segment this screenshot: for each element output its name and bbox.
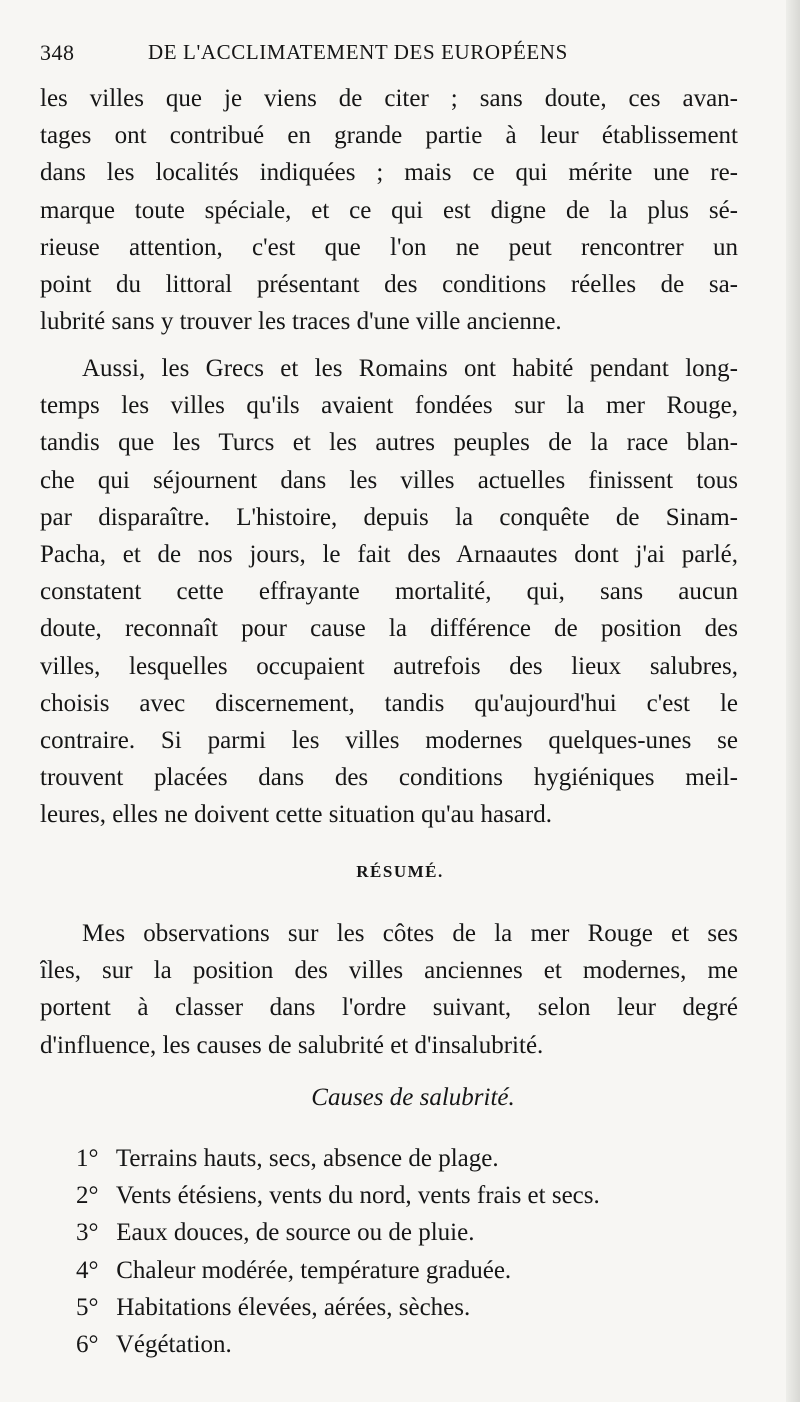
causes-list [76,1140,736,1363]
text-line: constatent cette effrayante mortalité, qui, sans aucun [40,578,738,606]
text-line: temps les villes qu'ils avaient fondées sur la mer Rouge, [40,392,738,420]
causes-heading: Causes de salubrité. [311,1084,515,1111]
list-item-number: 6° [76,1331,99,1359]
text-line: rieuse attention, c'est que l'on ne peut rencontrer un [40,233,738,261]
list-item-text: Chaleur modérée, température graduée. [116,1256,512,1284]
list-item-text: Eaux douces, de source ou de pluie. [116,1219,475,1247]
text-line: Aussi, les Grecs et les Romains ont habité pendant long- [82,355,738,382]
running-title: DE L'ACCLIMATEMENT DES EUROPÉENS [148,40,568,64]
text-line: marque toute spéciale, et ce qui est digne de la plus sé- [40,196,738,224]
text-line: portent à classer dans l'ordre suivant, selon leur degré [40,994,738,1022]
text-line: d'influence, les causes de salubrité et d'insalubrité. [40,1031,544,1059]
list-item [76,1214,736,1251]
text-line: les villes que je viens de citer ; sans doute, ces avan- [40,85,738,112]
page-header [40,36,752,70]
text-line: tandis que les Turcs et les autres peuples de la race blan- [40,429,738,457]
list-item-number: 2° [76,1182,99,1210]
text-line: leures, elles ne doivent cette situation qu'au hasard. [40,801,552,829]
text-line: tages ont contribué en grande partie à leur établissement [40,122,738,150]
page-number: 348 [40,40,75,65]
list-item [76,1252,736,1289]
text-line: contraire. Si parmi les villes modernes quelques-unes se [40,727,738,755]
list-item-text: Habitations élevées, aérées, sèches. [116,1293,471,1321]
list-item-text: Vents étésiens, vents du nord, vents frais et secs. [115,1182,600,1210]
text-line: choisis avec discernement, tandis qu'aujourd'hui c'est le [40,689,738,717]
list-item-number: 4° [76,1256,99,1284]
text-line: lubrité sans y trouver les traces d'une ville ancienne. [40,308,562,336]
list-item [76,1140,736,1177]
text-line: villes, lesquelles occupaient autrefois des lieux salubres, [40,652,738,680]
text-line: point du littoral présentant des conditions réelles de sa- [40,271,738,299]
text-line: dans les localités indiquées ; mais ce qui mérite une re- [40,159,738,187]
list-item-number: 5° [76,1293,99,1321]
page-edge-shadow [786,0,800,1402]
paragraph-2 [40,350,738,834]
section-heading-resume: RÉSUMÉ. [356,862,444,881]
paragraph-1 [40,80,738,340]
list-item [76,1289,736,1326]
list-item-text: Végétation. [115,1331,232,1359]
text-line: Pacha, et de nos jours, le fait des Arnaautes dont j'ai parlé, [40,541,738,569]
text-line: Mes observations sur les côtes de la mer Rouge et ses [82,920,738,947]
paragraph-summary [40,915,738,1064]
list-item [76,1177,736,1214]
list-item-number: 3° [76,1219,99,1247]
list-item-text: Terrains hauts, secs, absence de plage. [115,1145,499,1172]
text-line: che qui séjournent dans les villes actuelles finissent tous [40,466,738,494]
text-line: doute, reconnaît pour cause la différence de position des [40,615,738,643]
list-item [76,1326,736,1363]
list-item-number: 1° [76,1145,99,1172]
text-line: par disparaître. L'histoire, depuis la conquête de Sinam- [40,503,738,531]
text-line: trouvent placées dans des conditions hygiéniques meil- [40,764,738,792]
text-line: îles, sur la position des villes anciennes et modernes, me [40,957,738,985]
